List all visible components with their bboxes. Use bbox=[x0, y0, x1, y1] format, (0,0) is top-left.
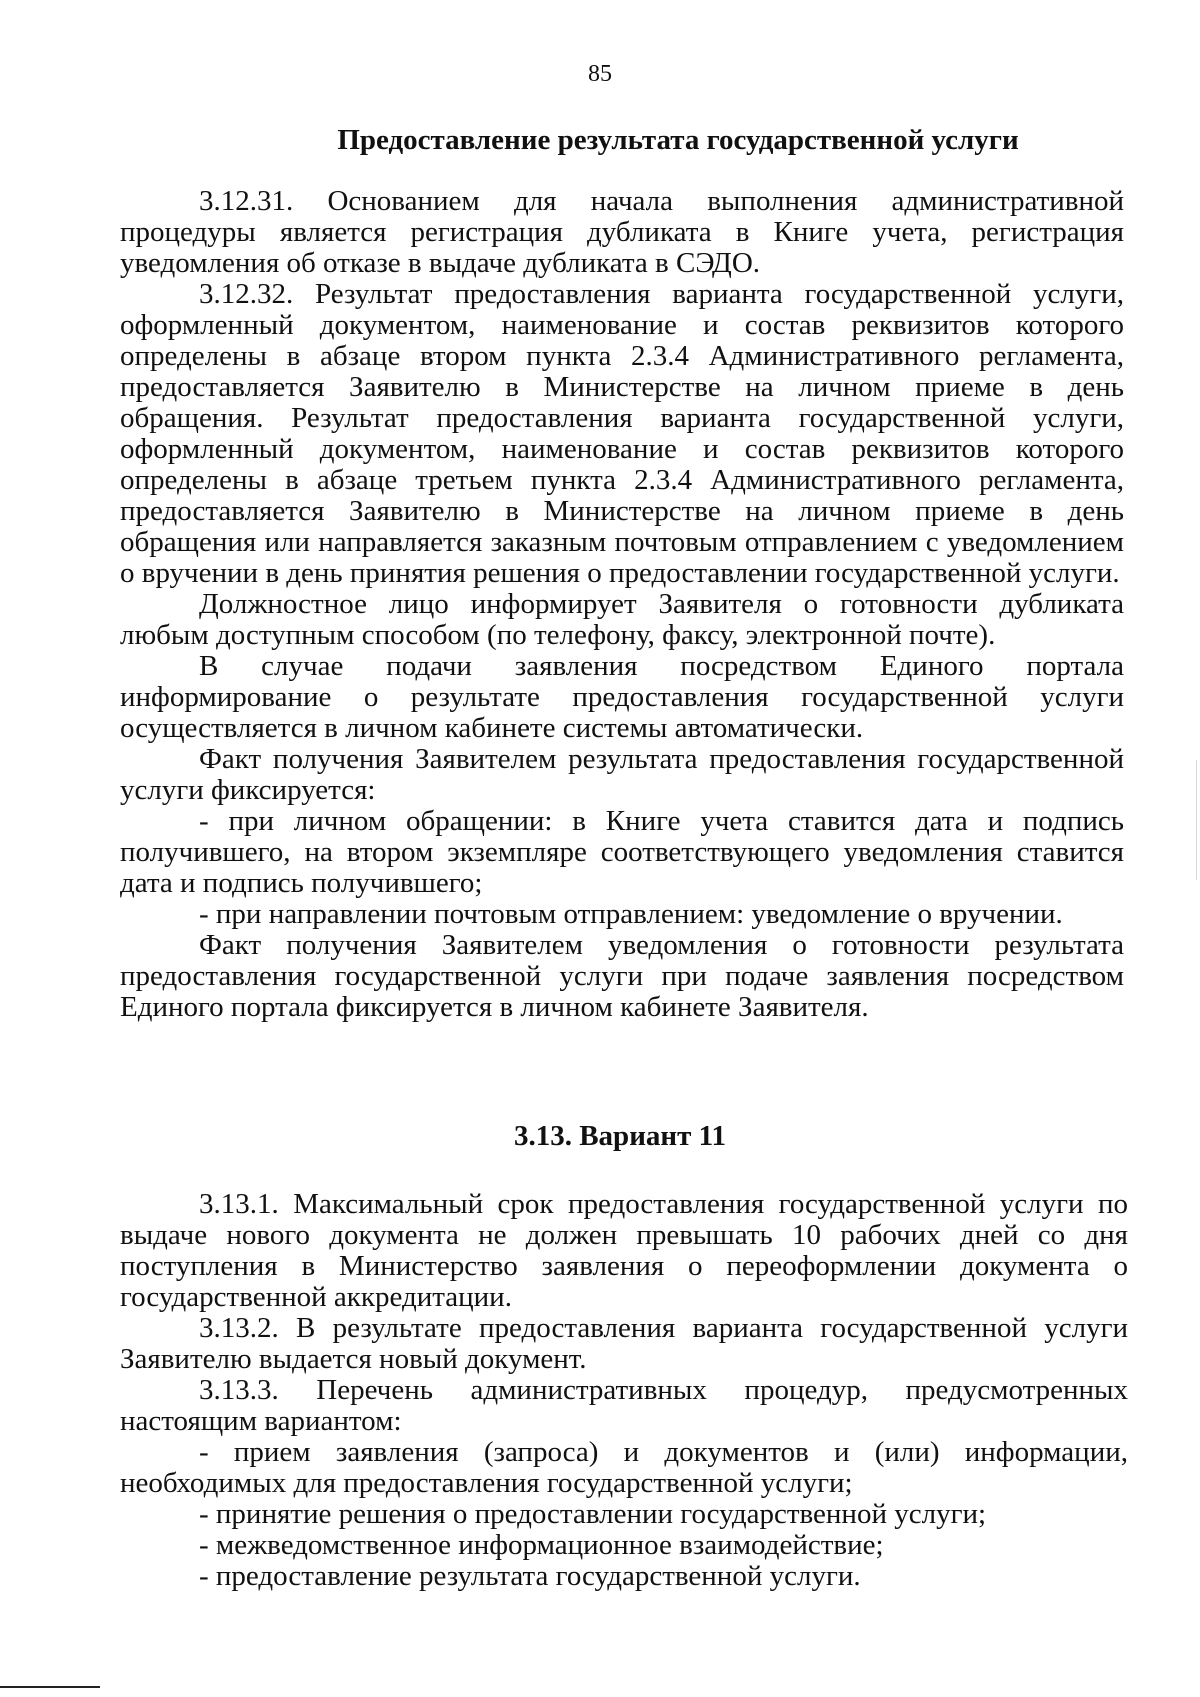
paragraph: Должностное лицо информирует Заявителя о готовности дубликата любым доступным способом (по телефону, факсу, электронной почте). bbox=[120, 588, 1124, 651]
section-heading-result: Предоставление результата государственной услуги bbox=[337, 124, 1019, 156]
list-item: - межведомственное информационное взаимодействие; bbox=[199, 1529, 884, 1561]
list-item: - прием заявления (запроса) и документов и (или) информации, необходимых для предоставления государственной услуги; bbox=[120, 1436, 1128, 1499]
paragraph: 3.12.31. Основанием для начала выполнения административной процедуры является регистрация дубликата в Книге учета, регистрация уведомления об отказе в выдаче дубликата в СЭДО. bbox=[120, 185, 1124, 279]
paragraph: 3.12.32. Результат предоставления варианта государственной услуги, оформленный документом, наименование и состав реквизитов которого определены в абзаце втором пункта 2.3.4 Административного регламента, предоставляется Заявителю в Министерстве на личном приеме в день обращения. Результат предоставления варианта государственной услуги, оформленный документом, наименование и состав реквизитов которого определены в абзаце третьем пункта 2.3.4 Административного регламента, предоставляется Заявителю в Министерстве на личном приеме в день обращения или направляется заказным почтовым отправлением с уведомлением о вручении в день принятия решения о предоставлении государственной услуги. bbox=[120, 278, 1124, 589]
paragraph: Факт получения Заявителем результата предоставления государственной услуги фиксируется: bbox=[120, 743, 1124, 806]
paragraph: Факт получения Заявителем уведомления о готовности результата предоставления государственной услуги при подаче заявления посредством Единого портала фиксируется в личном кабинете Заявителя. bbox=[120, 929, 1124, 1023]
list-item: - при направлении почтовым отправлением: уведомление о вручении. bbox=[199, 898, 1063, 930]
section-heading-variant-11: 3.13. Вариант 11 bbox=[513, 1120, 727, 1152]
list-item: - при личном обращении: в Книге учета ставится дата и подпись получившего, на втором экземпляре соответствующего уведомления ставится дата и подпись получившего; bbox=[120, 805, 1124, 899]
section-body-variant-11 bbox=[120, 1189, 1128, 1592]
paragraph: В случае подачи заявления посредством Единого портала информирование о результате предоставления государственной услуги осуществляется в личном кабинете системы автоматически. bbox=[120, 650, 1124, 744]
list-item: - принятие решения о предоставлении государственной услуги; bbox=[199, 1498, 987, 1530]
paragraph: 3.13.3. Перечень административных процедур, предусмотренных настоящим вариантом: bbox=[120, 1374, 1128, 1437]
page-number: 85 bbox=[588, 61, 612, 87]
footnote-separator-line bbox=[0, 1686, 100, 1688]
scan-edge-mark bbox=[1196, 760, 1197, 880]
paragraph: 3.13.1. Максимальный срок предоставления государственной услуги по выдаче нового документа не должен превышать 10 рабочих дней со дня поступления в Министерство заявления о переоформлении документа о государственной аккредитации. bbox=[120, 1188, 1128, 1313]
section-body-result bbox=[120, 186, 1124, 1023]
paragraph: 3.13.2. В результате предоставления варианта государственной услуги Заявителю выдается новый документ. bbox=[120, 1312, 1128, 1375]
list-item: - предоставление результата государственной услуги. bbox=[199, 1560, 861, 1592]
